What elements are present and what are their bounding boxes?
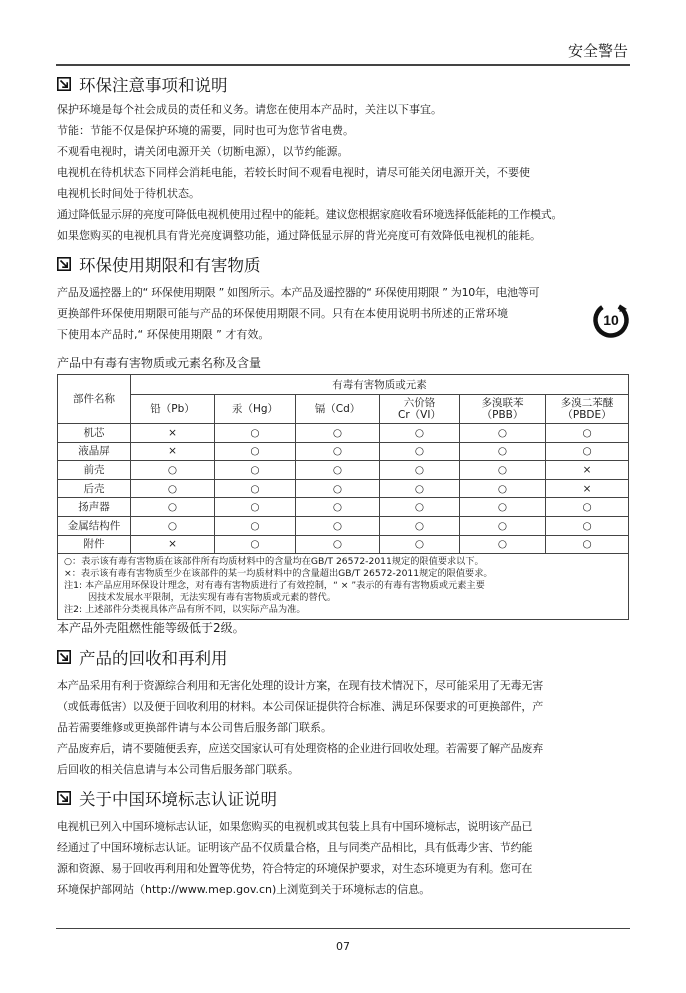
substance-status-cell: ○ — [296, 535, 380, 554]
table-header-substances: 有毒有害物质或元素 — [131, 375, 629, 395]
checkbox-arrow-icon — [57, 77, 71, 91]
hazardous-substance-table — [57, 374, 629, 620]
substance-status-cell: ○ — [131, 516, 215, 535]
substance-status-cell: ○ — [380, 424, 460, 443]
paragraph-line: （或低毒低害）以及便于回收利用的材料。本公司保证提供符合标准、满足环保要求的可更换部件，产 — [57, 700, 543, 714]
table-note: 注1: 本产品应用环保设计理念，对有毒有害物质进行了有效控制，“ × ”表示的有毒有害物质或元素主要 — [64, 580, 485, 592]
table-note: 注2: 上述部件分类视具体产品有所不同，以实际产品为准。 — [64, 604, 306, 616]
section-body-eco-label — [57, 816, 631, 900]
substance-status-cell: ○ — [546, 516, 629, 535]
substance-status-cell: ○ — [546, 442, 629, 461]
substance-status-cell: ○ — [296, 424, 380, 443]
table-header-substance — [460, 395, 546, 424]
substance-status-cell: ○ — [380, 516, 460, 535]
eco-use-period-10-logo — [591, 300, 631, 340]
paragraph-line: 品若需要维修或更换部件请与本公司售后服务部门联系。 — [57, 721, 332, 735]
paragraph-line: 不观看电视时，请关闭电源开关（切断电源），以节约能源。 — [57, 145, 349, 158]
paragraph-line: 下使用本产品时,“ 环保使用期限 ” 才有效。 — [57, 328, 270, 341]
substance-status-cell: ○ — [380, 461, 460, 480]
substance-name: 多溴二苯醚 — [560, 397, 614, 409]
substance-status-cell: ○ — [380, 535, 460, 554]
part-name-cell: 扬声器 — [58, 498, 131, 517]
table-note: ○：表示该有毒有害物质在该部件所有均质材料中的含量均在GB/T 26572-2011规定的限值要求以下。 — [64, 556, 484, 568]
section-body-hazardous-substances — [57, 282, 631, 345]
checkbox-arrow-icon — [57, 257, 71, 271]
substance-status-cell: × — [546, 461, 629, 480]
substance-status-cell: ○ — [215, 442, 296, 461]
part-name-cell: 金属结构件 — [58, 516, 131, 535]
substance-status-cell: ○ — [460, 461, 546, 480]
header-divider — [56, 64, 630, 66]
substance-status-cell: ○ — [460, 479, 546, 498]
part-name-cell: 液晶屏 — [58, 442, 131, 461]
substance-status-cell: ○ — [215, 479, 296, 498]
table-notes — [58, 554, 629, 620]
substance-symbol: （PBDE） — [562, 409, 612, 421]
substance-status-cell: ○ — [131, 479, 215, 498]
part-name-cell: 后壳 — [58, 479, 131, 498]
table-row — [58, 424, 629, 443]
table-note: 因技术发展水平限制，无法实现有毒有害物质或元素的替代。 — [88, 592, 337, 604]
table-header-substance — [131, 395, 215, 424]
paragraph-line: 后回收的相关信息请与本公司售后服务部门联系。 — [57, 763, 299, 777]
paragraph-line: 节能：节能不仅是保护环境的需要，同时也可为您节省电费。 — [57, 124, 354, 137]
paragraph-line: 更换部件环保使用期限可能与产品的环保使用期限不同。只有在本使用说明书所述的正常环境 — [57, 307, 508, 320]
substance-status-cell: ○ — [546, 498, 629, 517]
substance-status-cell: ○ — [546, 424, 629, 443]
substance-status-cell: ○ — [215, 516, 296, 535]
substance-status-cell: × — [131, 424, 215, 443]
substance-status-cell: ○ — [546, 535, 629, 554]
table-row — [58, 535, 629, 554]
substance-name: 汞（Hg） — [231, 403, 279, 415]
section-heading-recycling — [57, 643, 631, 671]
paragraph-line: 如果您购买的电视机具有背光亮度调整功能，通过降低显示屏的背光亮度可有效降低电视机的能耗。 — [57, 229, 541, 242]
substance-status-cell: ○ — [131, 498, 215, 517]
substance-status-cell: ○ — [460, 535, 546, 554]
table-row — [58, 479, 629, 498]
section-body-eco-notes — [57, 99, 631, 246]
table-header-substance — [215, 395, 296, 424]
part-name-cell: 附件 — [58, 535, 131, 554]
substance-name: 多溴联苯 — [481, 397, 524, 409]
page-body — [57, 70, 631, 900]
substance-status-cell: × — [546, 479, 629, 498]
section-title: 关于中国环境标志认证说明 — [79, 790, 277, 810]
substance-symbol: （PBB） — [481, 409, 524, 421]
table-header-substance — [546, 395, 629, 424]
substance-name: 铅（Pb） — [150, 403, 195, 415]
paragraph-line: 本产品采用有利于资源综合利用和无害化处理的设计方案，在现有技术情况下，尽可能采用了无毒无害 — [57, 679, 543, 693]
paragraph-line: 产品及遥控器上的“ 环保使用期限 ” 如图所示。本产品及遥控器的“ 环保使用期限 ” 为10年，电池等可 — [57, 286, 540, 299]
page-number: 07 — [336, 940, 350, 953]
substance-name: 镉（Cd） — [314, 403, 361, 415]
substance-status-cell: ○ — [215, 498, 296, 517]
flame-rating-note: 本产品外壳阻燃性能等级低于2级。 — [57, 621, 245, 636]
substance-status-cell: ○ — [215, 535, 296, 554]
substance-status-cell: ○ — [460, 516, 546, 535]
substance-status-cell: ○ — [296, 479, 380, 498]
paragraph-line: 保护环境是每个社会成员的责任和义务。请您在使用本产品时，关注以下事宜。 — [57, 103, 442, 116]
substance-status-cell: ○ — [380, 442, 460, 461]
paragraph-line: 电视机在待机状态下同样会消耗电能，若较长时间不观看电视时，请尽可能关闭电源开关，不要使 — [57, 166, 530, 179]
substance-status-cell: ○ — [131, 461, 215, 480]
section-body-recycling — [57, 675, 631, 780]
table-header-substance — [296, 395, 380, 424]
substance-status-cell: ○ — [460, 424, 546, 443]
section-title: 产品的回收和再利用 — [79, 649, 228, 669]
table-note: ×：表示该有毒有害物质至少在该部件的某一均质材料中的含量超出GB/T 26572-2011规定的限值要求。 — [64, 568, 493, 580]
table-row — [58, 442, 629, 461]
substance-status-cell: ○ — [296, 498, 380, 517]
substance-status-cell: ○ — [296, 461, 380, 480]
paragraph-line: 电视机长时间处于待机状态。 — [57, 187, 200, 200]
checkbox-arrow-icon — [57, 650, 71, 664]
paragraph-line: 环境保护部网站（http://www.mep.gov.cn)上浏览到关于环境标志的信息。 — [57, 883, 431, 897]
table-header-substance — [380, 395, 460, 424]
section-title: 环保使用期限和有害物质 — [79, 256, 261, 275]
substance-status-cell: ○ — [296, 442, 380, 461]
substance-status-cell: ○ — [296, 516, 380, 535]
eco-logo-number: 10 — [603, 312, 619, 328]
section-title: 环保注意事项和说明 — [79, 76, 228, 95]
substance-symbol: Cr（VI） — [398, 409, 441, 421]
paragraph-line: 电视机已列入中国环境标志认证，如果您购买的电视机或其包装上具有中国环境标志，说明该产品已 — [57, 820, 533, 834]
substance-status-cell: × — [131, 442, 215, 461]
section-heading-eco-label — [57, 784, 631, 812]
substance-status-cell: ○ — [215, 424, 296, 443]
table-caption: 产品中有毒有害物质或元素名称及含量 — [57, 356, 262, 370]
table-header-part-name: 部件名称 — [58, 375, 131, 424]
table-row — [58, 461, 629, 480]
substance-name: 六价铬 — [403, 397, 436, 409]
footer-divider — [56, 928, 630, 929]
section-heading-eco-notes — [57, 70, 631, 98]
table-row — [58, 516, 629, 535]
substance-status-cell: ○ — [380, 479, 460, 498]
paragraph-line: 产品废弃后，请不要随便丢弃，应送交国家认可有处理资格的企业进行回收处理。若需要了解产品废弃 — [57, 742, 543, 756]
page-header-title: 安全警告 — [567, 42, 628, 60]
paragraph-line: 通过降低显示屏的亮度可降低电视机使用过程中的能耗。建议您根据家庭收看环境选择低能耗的工作模式。 — [57, 208, 563, 221]
substance-status-cell: ○ — [380, 498, 460, 517]
section-heading-hazardous-substances — [57, 250, 631, 278]
substance-status-cell: ○ — [215, 461, 296, 480]
substance-status-cell: ○ — [460, 442, 546, 461]
part-name-cell: 机芯 — [58, 424, 131, 443]
paragraph-line: 源和资源、易于回收再利用和处置等优势，符合特定的环境保护要求，对生态环境更为有利。您可在 — [57, 862, 533, 876]
paragraph-line: 经通过了中国环境标志认证。证明该产品不仅质量合格，且与同类产品相比，具有低毒少害、节约能 — [57, 841, 533, 855]
substance-status-cell: × — [131, 535, 215, 554]
table-row — [58, 498, 629, 517]
checkbox-arrow-icon — [57, 791, 71, 805]
substance-status-cell: ○ — [460, 498, 546, 517]
part-name-cell: 前壳 — [58, 461, 131, 480]
